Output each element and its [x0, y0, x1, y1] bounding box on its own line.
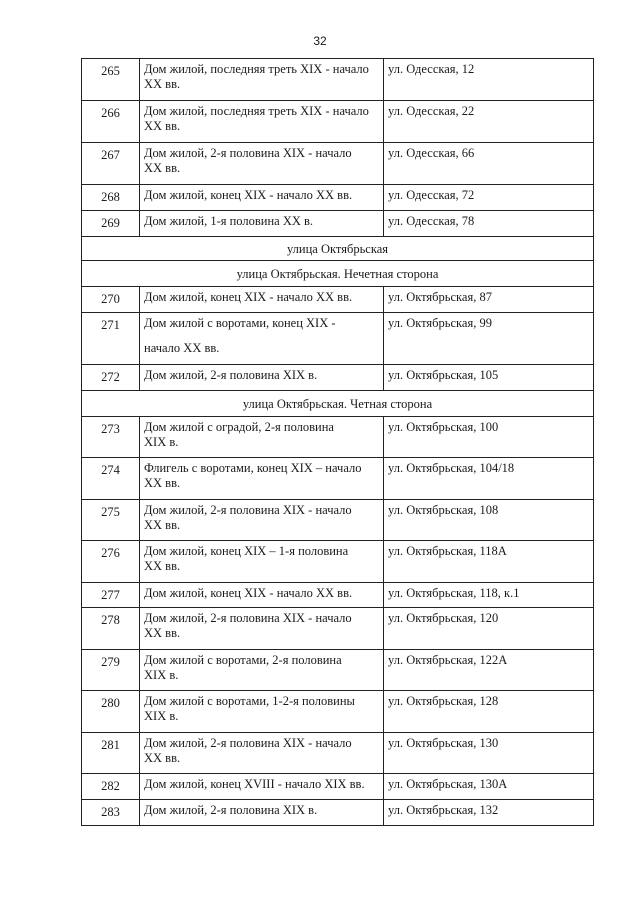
object-description	[140, 733, 384, 774]
object-description	[140, 500, 384, 541]
row-number: 275	[82, 500, 140, 541]
monuments-table	[81, 58, 594, 826]
row-number: 270	[82, 287, 140, 313]
object-description	[140, 691, 384, 733]
object-address: ул. Одесская, 12	[384, 59, 594, 101]
object-address: ул. Октябрьская, 132	[384, 800, 594, 826]
row-number: 280	[82, 691, 140, 733]
object-address: ул. Октябрьская, 130	[384, 733, 594, 774]
object-address: ул. Одесская, 78	[384, 211, 594, 237]
section-header-row	[82, 391, 594, 417]
object-address: ул. Октябрьская, 130А	[384, 774, 594, 800]
description-line: XX вв.	[144, 119, 181, 133]
description-line: Дом жилой с оградой, 2-я половина	[144, 420, 334, 434]
section-header: улица Октябрьская	[82, 237, 594, 261]
table-row	[82, 313, 594, 365]
object-description	[140, 59, 384, 101]
table-row	[82, 774, 594, 800]
table-row	[82, 143, 594, 185]
table-row	[82, 185, 594, 211]
table-row	[82, 691, 594, 733]
object-address: ул. Одесская, 22	[384, 101, 594, 143]
description-line: Дом жилой с воротами, 1-2-я половины	[144, 694, 355, 708]
section-header-row	[82, 237, 594, 261]
row-number: 274	[82, 458, 140, 500]
description-line: Дом жилой, конец XVIII - начало XIX вв.	[144, 777, 365, 791]
row-number: 273	[82, 417, 140, 458]
description-line: Дом жилой, 2-я половина XIX в.	[144, 368, 318, 382]
object-address: ул. Октябрьская, 105	[384, 365, 594, 391]
row-number: 282	[82, 774, 140, 800]
table-row	[82, 287, 594, 313]
object-description	[140, 313, 384, 365]
object-address: ул. Одесская, 72	[384, 185, 594, 211]
section-header-row	[82, 261, 594, 287]
table-row	[82, 733, 594, 774]
description-line: XIX в.	[144, 709, 179, 723]
table-row	[82, 365, 594, 391]
object-address: ул. Октябрьская, 118А	[384, 541, 594, 583]
object-description	[140, 287, 384, 313]
description-line: Дом жилой, последняя треть XIX - начало	[144, 104, 369, 118]
object-address: ул. Октябрьская, 122А	[384, 650, 594, 691]
table-row	[82, 800, 594, 826]
object-address: ул. Одесская, 66	[384, 143, 594, 185]
row-number: 281	[82, 733, 140, 774]
description-line: Дом жилой, конец XIX - начало XX вв.	[144, 188, 353, 202]
description-line: Дом жилой с воротами, конец XIX -	[144, 316, 336, 330]
object-description	[140, 365, 384, 391]
row-number: 277	[82, 583, 140, 608]
row-number: 271	[82, 313, 140, 365]
description-line: Дом жилой, 2-я половина XIX - начало	[144, 736, 352, 750]
description-line: XX вв.	[144, 559, 181, 573]
object-address: ул. Октябрьская, 99	[384, 313, 594, 365]
description-line: Дом жилой с воротами, 2-я половина	[144, 653, 342, 667]
row-number: 278	[82, 608, 140, 650]
object-description	[140, 143, 384, 185]
row-number: 265	[82, 59, 140, 101]
description-line: XX вв.	[144, 518, 181, 532]
description-line: Дом жилой, конец XIX – 1-я половина	[144, 544, 349, 558]
row-number: 269	[82, 211, 140, 237]
object-address: ул. Октябрьская, 108	[384, 500, 594, 541]
description-line: Дом жилой, конец XIX - начало XX вв.	[144, 290, 353, 304]
row-number: 276	[82, 541, 140, 583]
object-address: ул. Октябрьская, 100	[384, 417, 594, 458]
description-line: Дом жилой, конец XIX - начало XX вв.	[144, 586, 353, 600]
row-number: 267	[82, 143, 140, 185]
table-row	[82, 211, 594, 237]
description-line: XX вв.	[144, 476, 181, 490]
object-description	[140, 774, 384, 800]
object-description	[140, 650, 384, 691]
table-body	[82, 59, 594, 826]
section-header: улица Октябрьская. Четная сторона	[82, 391, 594, 417]
table-row	[82, 417, 594, 458]
description-line: XIX в.	[144, 668, 179, 682]
object-address: ул. Октябрьская, 104/18	[384, 458, 594, 500]
description-line: начало XX вв.	[144, 341, 220, 355]
table-row	[82, 101, 594, 143]
description-line: Дом жилой, 2-я половина XIX - начало	[144, 146, 352, 160]
description-line: XX вв.	[144, 626, 181, 640]
object-description	[140, 458, 384, 500]
object-description	[140, 608, 384, 650]
table-row	[82, 541, 594, 583]
row-number: 283	[82, 800, 140, 826]
object-description	[140, 101, 384, 143]
row-number: 266	[82, 101, 140, 143]
table-row	[82, 608, 594, 650]
object-description	[140, 541, 384, 583]
row-number: 272	[82, 365, 140, 391]
section-header: улица Октябрьская. Нечетная сторона	[82, 261, 594, 287]
object-address: ул. Октябрьская, 87	[384, 287, 594, 313]
table-row	[82, 650, 594, 691]
object-description	[140, 211, 384, 237]
description-line: Дом жилой, 2-я половина XIX в.	[144, 803, 318, 817]
table-row	[82, 500, 594, 541]
description-line: Флигель с воротами, конец XIX – начало	[144, 461, 362, 475]
line-spacer	[144, 331, 379, 341]
description-line: XX вв.	[144, 77, 181, 91]
page-number: 32	[313, 34, 327, 48]
table-row	[82, 458, 594, 500]
object-description	[140, 800, 384, 826]
description-line: Дом жилой, 1-я половина XX в.	[144, 214, 314, 228]
description-line: XX вв.	[144, 161, 181, 175]
row-number: 268	[82, 185, 140, 211]
table-row	[82, 59, 594, 101]
row-number: 279	[82, 650, 140, 691]
object-description	[140, 417, 384, 458]
description-line: XX вв.	[144, 751, 181, 765]
description-line: Дом жилой, 2-я половина XIX - начало	[144, 611, 352, 625]
description-line: Дом жилой, 2-я половина XIX - начало	[144, 503, 352, 517]
object-address: ул. Октябрьская, 118, к.1	[384, 583, 594, 608]
description-line: Дом жилой, последняя треть XIX - начало	[144, 62, 369, 76]
object-description	[140, 583, 384, 608]
object-address: ул. Октябрьская, 128	[384, 691, 594, 733]
table-row	[82, 583, 594, 608]
description-line: XIX в.	[144, 435, 179, 449]
object-address: ул. Октябрьская, 120	[384, 608, 594, 650]
object-description	[140, 185, 384, 211]
